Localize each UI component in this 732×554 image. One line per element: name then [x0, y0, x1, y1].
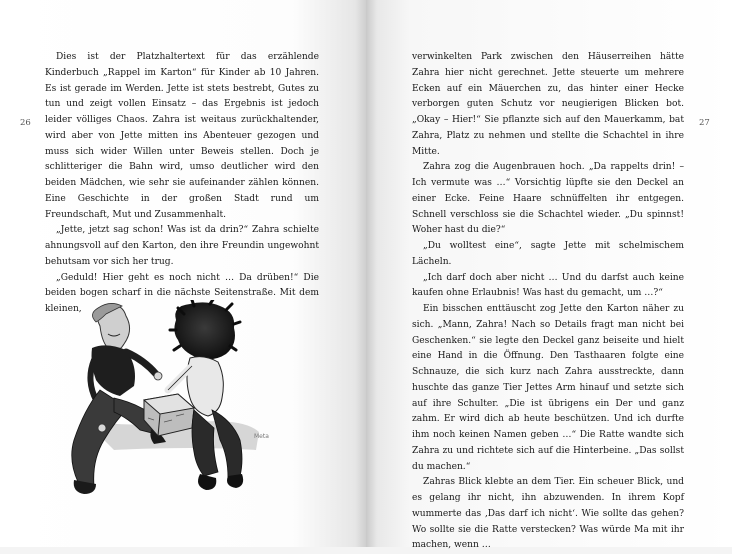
illustration-two-girls-with-box [44, 300, 276, 505]
page-number-right: 27 [699, 118, 710, 128]
paragraph: „Ich darf doch aber nicht … Und du darfst auch keine kaufen ohne Erlaubnis! Was hast du gemacht, um …?“ [412, 272, 684, 299]
left-page [0, 0, 366, 547]
right-page [366, 0, 732, 551]
paragraph: „Du wolltest eine“, sagte Jette mit schelmischem Lächeln. [412, 241, 684, 267]
paragraph: Zahras Blick klebte an dem Tier. Ein scheuer Blick, und es gelang ihr nicht, ihn abzuwenden. In ihrem Kopf wummerte das ‚Das darf ich nicht‘. Wie sollte das gehen? Wo sollte sie die Ratte verstecken? Was würde Ma mit ihr machen, wenn … [412, 477, 684, 551]
illustrator-signature: Meta [254, 433, 269, 440]
page-number-left: 26 [20, 118, 31, 128]
paragraph: „Geduld! Hier geht es noch nicht … Da drüben!“ Die beiden bogen scharf in die nächste Seitenstraße. Mit dem kleinen, [45, 272, 319, 314]
paragraph: verwinkelten Park zwischen den Häuserreihen hätte Zahra hier nicht gerechnet. Jette steuerte um mehrere Ecken auf ein Mäuerchen zu, das hinter einer Hecke verborgen guten Schutz vor neugierigen Blicken bot. „Okay – Hier!“ Sie pflanzte sich auf den Mauerkamm, bat Zahra, Platz zu nehmen und stellte die Schachtel in ihre Mitte. [412, 52, 684, 157]
paragraph: „Jette, jetzt sag schon! Was ist da drin?“ Zahra schielte ahnungsvoll auf den Karton, den ihre Freundin ungewohnt behutsam vor sich her trug. [45, 225, 319, 267]
left-page-text [45, 50, 319, 318]
paragraph: Dies ist der Platzhaltertext für das erzählende Kinderbuch „Rappel im Karton“ für Kinder ab 10 Jahren. Es ist gerade im Werden. Jette ist stets bestrebt, Gutes zu tun und zeigt vollen Einsatz – das Ergebnis ist jedoch leider völliges Chaos. Zahra ist weitaus zurückhaltender, wird aber von Jette mitten ins Abenteuer gezogen und muss sich wider Willen unter Beweis stellen. Doch je schlitteriger die Bahn wird, umso deutlicher wird den beiden Mädchen, wie sehr sie aufeinander zählen können. Eine Geschichte in der großen Stadt rund um Freundschaft, Mut und Zusammenhalt. [45, 52, 319, 220]
right-page-text [412, 50, 684, 554]
paragraph: Ein bisschen enttäuscht zog Jette den Karton näher zu sich. „Mann, Zahra! Nach so Details fragt man nicht bei Geschenken.“ sie legte den Deckel ganz beiseite und hielt eine Hand in die Öffnung. Den Tasthaaren folgte eine Schnauze, die sich kurz nach Zahra ausstreckte, dann huschte das ganze Tier Jettes Arm hinauf und setzte sich auf ihre Schulter. „Die ist übrigens ein Der und ganz zahm. Er wird dich ab heute beschützen. Und ich durfte ihm noch keinen Namen geben …“ Die Ratte wandte sich Zahra zu und richtete sich auf die Hinterbeine. „Das sollst du machen.“ [412, 304, 684, 472]
paragraph: Zahra zog die Augenbrauen hoch. „Da rappelts drin! – Ich vermute was …“ Vorsichtig lüpfte sie den Deckel an einer Ecke. Feine Haare schnüffelten ihr entgegen. Schnell verschloss sie die Schachtel wieder. „Du spinnst! Woher hast du die?“ [412, 162, 684, 236]
